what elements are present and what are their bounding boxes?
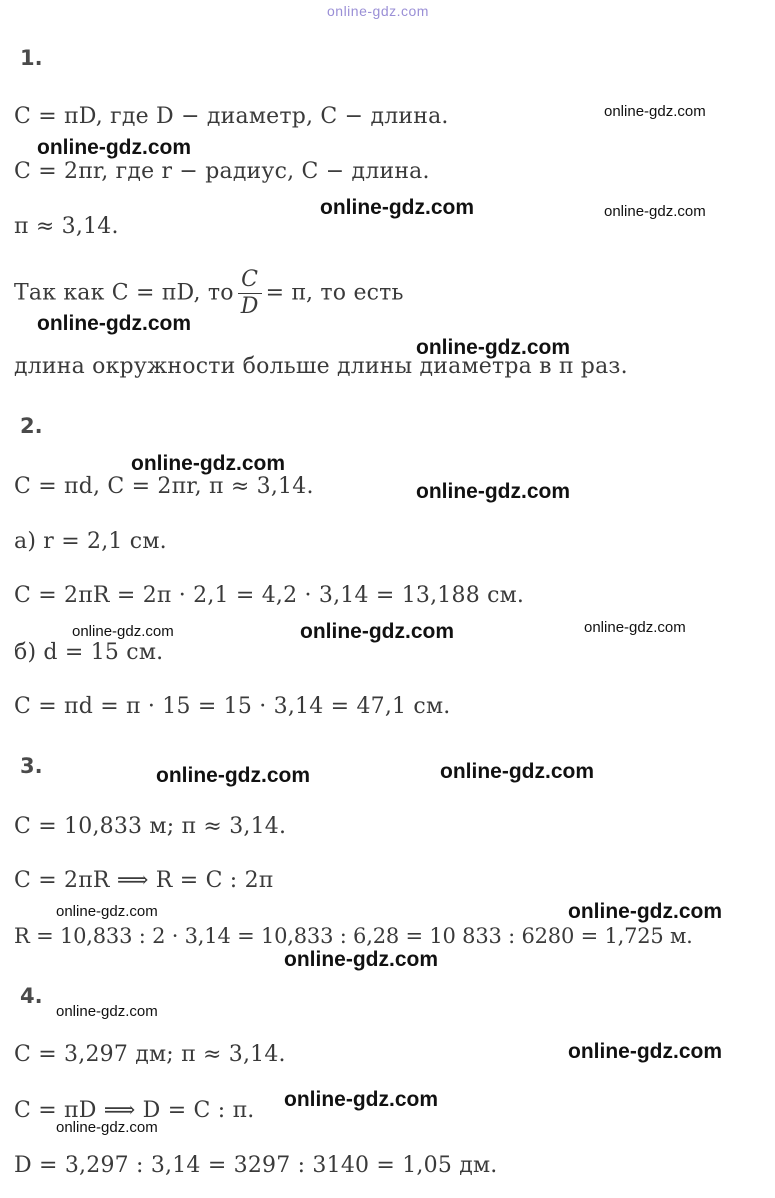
section-2-number: 2. [20, 414, 43, 438]
watermark: online-gdz.com [284, 948, 438, 971]
s2-line-3: C = 2πR = 2π · 2,1 = 4,2 · 3,14 = 13,188 см. [14, 583, 525, 608]
section-3-number: 3. [20, 754, 43, 778]
watermark: online-gdz.com [284, 1088, 438, 1111]
s4-line-1: C = 3,297 дм; π ≈ 3,14. [14, 1042, 286, 1067]
watermark: online-gdz.com [37, 136, 191, 159]
watermark: online-gdz.com [37, 312, 191, 335]
s1-line-3: π ≈ 3,14. [14, 214, 119, 239]
s1-line-2: C = 2πr, где r − радиус, C − длина. [14, 159, 430, 184]
watermark: online-gdz.com [604, 203, 706, 220]
watermark: online-gdz.com [56, 903, 158, 920]
s3-line-2: C = 2πR ⟹ R = C : 2π [14, 868, 274, 893]
watermark: online-gdz.com [416, 480, 570, 503]
section-4-number: 4. [20, 984, 43, 1008]
fraction-c-over-d [238, 267, 262, 320]
watermark: online-gdz.com [440, 760, 594, 783]
watermark: online-gdz.com [604, 103, 706, 120]
s1-line-1: C = πD, где D − диаметр, C − длина. [14, 104, 449, 129]
watermark: online-gdz.com [156, 764, 310, 787]
s2-line-5: C = πd = π · 15 = 15 · 3,14 = 47,1 см. [14, 694, 451, 719]
s2-line-4: б) d = 15 см. [14, 640, 164, 665]
s4-line-3: D = 3,297 : 3,14 = 3297 : 3140 = 1,05 дм. [14, 1153, 498, 1178]
s3-line-3: R = 10,833 : 2 · 3,14 = 10,833 : 6,28 = 10 833 : 6280 = 1,725 м. [14, 924, 693, 948]
s2-line-2: а) r = 2,1 см. [14, 529, 167, 554]
s1-line-4-end: = π, то есть [265, 280, 404, 306]
watermark: online-gdz.com [320, 196, 474, 219]
section-1-number: 1. [20, 46, 43, 70]
watermark: online-gdz.com [416, 336, 570, 359]
watermark: online-gdz.com [300, 620, 454, 643]
watermark: online-gdz.com [131, 452, 285, 475]
watermark: online-gdz.com [568, 900, 722, 923]
fraction-denominator: D [240, 294, 259, 319]
fraction-numerator: C [238, 267, 262, 294]
s1-line-4-start: Так как C = πD, то [14, 280, 234, 306]
watermark: online-gdz.com [56, 1003, 158, 1020]
watermark: online-gdz.com [568, 1040, 722, 1063]
s4-line-2: C = πD ⟹ D = C : π. [14, 1098, 255, 1123]
watermark: online-gdz.com [56, 1119, 158, 1136]
top-watermark: online-gdz.com [327, 3, 429, 19]
watermark: online-gdz.com [584, 619, 686, 636]
watermark: online-gdz.com [72, 623, 174, 640]
s2-line-1: C = πd, C = 2πr, π ≈ 3,14. [14, 474, 314, 499]
s1-line-5: длина окружности больше длины диаметра в π раз. [14, 354, 628, 379]
s3-line-1: C = 10,833 м; π ≈ 3,14. [14, 814, 287, 839]
